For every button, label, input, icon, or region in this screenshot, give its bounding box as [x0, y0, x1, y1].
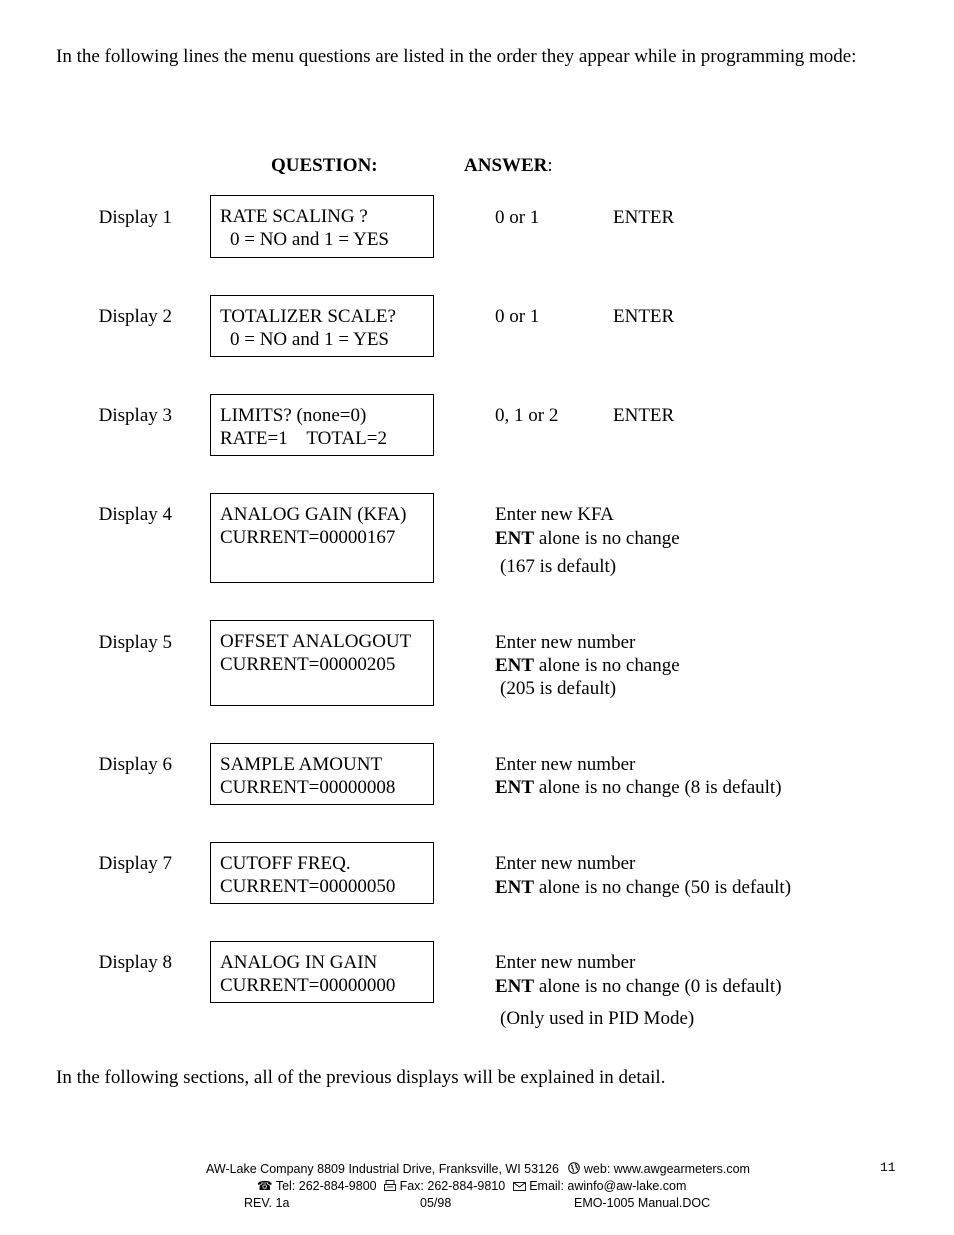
display-label: Display 6	[98, 754, 172, 775]
display-line: CURRENT=00000167	[220, 527, 396, 548]
display-label: Display 2	[98, 306, 172, 327]
page-number: 11	[880, 1160, 896, 1175]
ent-rest: alone is no change	[534, 655, 680, 676]
display-line: SAMPLE AMOUNT	[220, 754, 383, 775]
answer-text: Enter new number	[495, 632, 636, 653]
default-note: (205 is default)	[500, 678, 617, 699]
enter-action: ENTER	[613, 405, 675, 426]
ent-note	[495, 876, 791, 899]
ent-key: ENT	[495, 877, 535, 898]
footer-date: 05/98	[420, 1196, 452, 1210]
display-label: Display 5	[98, 632, 172, 653]
display-line: 0 = NO and 1 = YES	[230, 229, 389, 250]
footer-doc: EMO-1005 Manual.DOC	[574, 1196, 711, 1210]
ent-key: ENT	[495, 655, 535, 676]
question-header: QUESTION:	[271, 155, 378, 176]
display-box	[210, 493, 434, 583]
display-box	[210, 941, 434, 1003]
display-line: RATE SCALING ?	[220, 206, 368, 227]
footer-fax: Fax: 262-884-9810	[399, 1179, 506, 1193]
display-line: OFFSET ANALOGOUT	[220, 631, 412, 652]
email-icon	[513, 1179, 529, 1193]
display-line: CURRENT=00000050	[220, 876, 396, 897]
default-note: (167 is default)	[500, 556, 617, 577]
display-line: ANALOG GAIN (KFA)	[220, 504, 407, 525]
answer-text: Enter new KFA	[495, 504, 614, 525]
closing-paragraph: In the following sections, all of the previous displays will be explained in detail.	[56, 1067, 666, 1088]
display-box	[210, 620, 434, 706]
display-line: CURRENT=00000000	[220, 975, 396, 996]
display-box	[210, 394, 434, 456]
display-box	[210, 842, 434, 904]
phone-icon: ☎	[257, 1179, 273, 1193]
enter-action: ENTER	[613, 207, 675, 228]
answer-text: 0 or 1	[495, 207, 540, 228]
display-box	[210, 195, 434, 258]
display-label: Display 7	[98, 853, 172, 874]
footer-web: web: www.awgearmeters.com	[583, 1162, 750, 1176]
answer-text: Enter new number	[495, 952, 636, 973]
fax-icon	[384, 1179, 399, 1193]
ent-note	[495, 975, 782, 998]
footer-company: AW-Lake Company 8809 Industrial Drive, Franksville, WI 53126	[206, 1162, 559, 1176]
display-line: CUTOFF FREQ.	[220, 853, 351, 874]
display-line: CURRENT=00000205	[220, 654, 396, 675]
footer-tel: Tel: 262-884-9800	[275, 1179, 377, 1193]
ent-rest: alone is no change	[534, 528, 680, 549]
ent-key: ENT	[495, 777, 535, 798]
default-note: (Only used in PID Mode)	[500, 1008, 695, 1029]
display-box	[210, 743, 434, 805]
answer-text: 0, 1 or 2	[495, 405, 559, 426]
answer-header-label: ANSWER	[464, 155, 548, 176]
display-line: RATE=1 TOTAL=2	[220, 428, 387, 449]
display-line: LIMITS? (none=0)	[220, 405, 367, 426]
footer-line-1	[206, 1161, 750, 1178]
answer-text: Enter new number	[495, 853, 636, 874]
display-label: Display 3	[98, 405, 172, 426]
answer-header	[464, 154, 553, 177]
ent-note	[495, 776, 782, 799]
ent-rest: alone is no change (8 is default)	[534, 777, 782, 798]
ent-note	[495, 654, 680, 677]
enter-action: ENTER	[613, 306, 675, 327]
ent-rest: alone is no change (50 is default)	[534, 877, 792, 898]
intro-paragraph: In the following lines the menu questions are listed in the order they appear while in programming mode:	[56, 46, 857, 67]
display-label: Display 1	[98, 207, 172, 228]
answer-text: 0 or 1	[495, 306, 540, 327]
footer-email: Email: awinfo@aw-lake.com	[529, 1179, 687, 1193]
display-label: Display 8	[98, 952, 172, 973]
footer-rev: REV. 1a	[244, 1196, 290, 1210]
display-line: ANALOG IN GAIN	[220, 952, 378, 973]
display-box	[210, 295, 434, 357]
ent-rest: alone is no change (0 is default)	[534, 976, 782, 997]
display-line: TOTALIZER SCALE?	[220, 306, 396, 327]
ent-key: ENT	[495, 976, 535, 997]
display-label: Display 4	[98, 504, 172, 525]
ent-key: ENT	[495, 528, 535, 549]
globe-icon	[568, 1162, 583, 1176]
footer-line-2	[257, 1178, 686, 1195]
display-line: 0 = NO and 1 = YES	[230, 329, 389, 350]
answer-header-colon: :	[547, 155, 553, 176]
display-line: CURRENT=00000008	[220, 777, 396, 798]
ent-note	[495, 527, 680, 550]
answer-text: Enter new number	[495, 754, 636, 775]
